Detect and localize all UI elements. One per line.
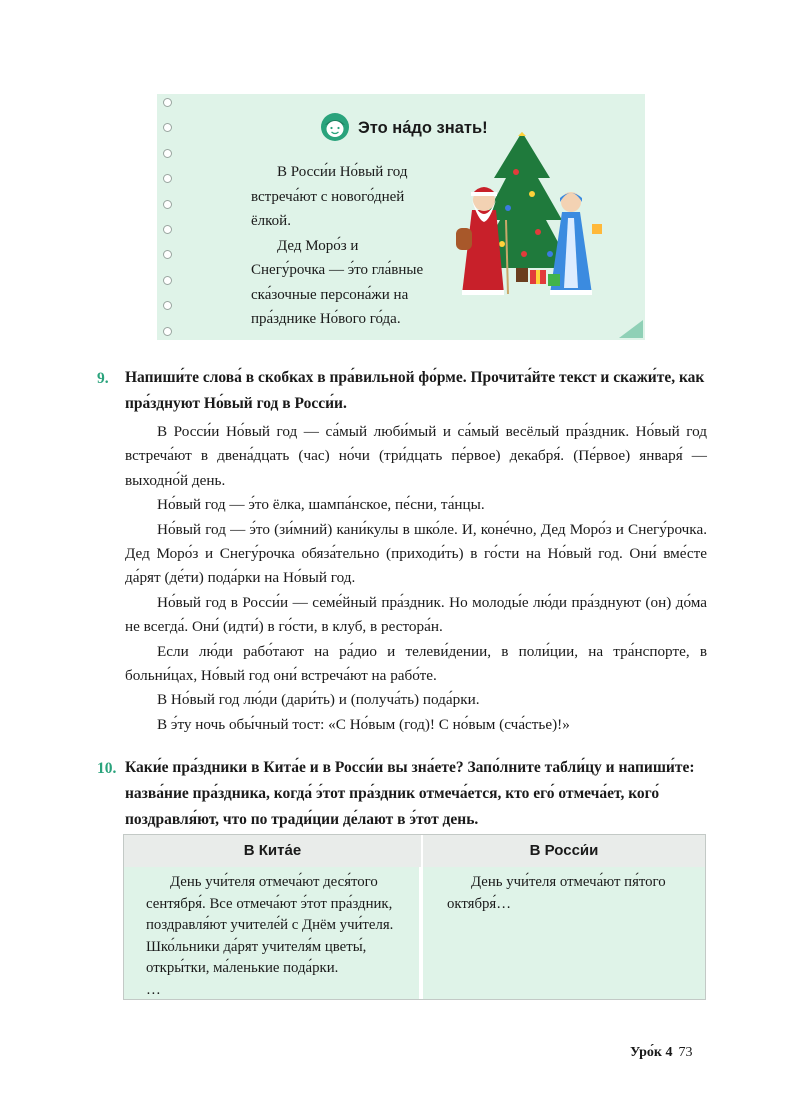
binder-ring: [163, 250, 172, 259]
table-header-china: В Кита́е: [124, 835, 423, 867]
text-paragraph: В Росси́и Но́вый год — са́мый люби́мый и са́мый весёлый пра́здник. Но́вый год встреча́ют в двена́дцать (час) но́чи (три́дцать пе́рвое) декабря́. (Пе́рвое) января́ — выходно́й день.: [125, 423, 707, 489]
binder-ring: [163, 98, 172, 107]
holidays-table: [123, 834, 706, 1000]
table-header-russia: В Росси́и: [423, 835, 705, 867]
text-paragraph: В э́ту ночь обы́чный тост: «С Но́вым (год)! С но́вым (сча́стье)!»: [157, 715, 570, 733]
cell-text: Шко́льники да́рят учителя́м цветы́, откры́тки, ма́ленькие пода́рки.: [146, 938, 367, 977]
binder-ring: [163, 149, 172, 158]
note-paragraph: Дед Моро́з и Снегу́рочка — э́то гла́вные ска́зочные персона́жи на пра́зднике Но́вого го́да.: [251, 237, 424, 327]
page-footer: [630, 1045, 692, 1061]
text-paragraph: Если лю́ди рабо́тают на ра́дио и телеви́дении, в поли́ции, на тра́нспорте, в больни́цах, Но́вый год они́ встреча́ют на рабо́те.: [125, 642, 707, 685]
cell-ellipsis: …: [146, 981, 161, 998]
exercise-number: 10.: [97, 760, 117, 777]
note-body: [251, 160, 431, 332]
table-cell-china: [124, 867, 421, 999]
text-paragraph: Но́вый год в Росси́и — семе́йный пра́здник. Но молоды́е лю́ди пра́зднуют (он) до́ма не всегда́. Они́ (идти́) в го́сти, в клуб, в рестора́н.: [125, 593, 707, 636]
binder-rings: [163, 98, 172, 352]
exercise-number: 9.: [97, 370, 109, 387]
text-paragraph: Но́вый год — э́то ёлка, шампа́нское, пе́сни, та́нцы.: [157, 496, 485, 514]
exercise-text: [125, 420, 707, 737]
binder-ring: [163, 123, 172, 132]
binder-ring: [163, 301, 172, 310]
binder-ring: [163, 225, 172, 234]
table-cell-russia: [423, 867, 705, 999]
note-paragraph: В Росси́и Но́вый год встреча́ют с нового́дней ёлкой.: [251, 164, 408, 229]
exercise-instruction: Напиши́те слова́ в скобках в пра́вильной фо́рме. Прочита́йте текст и скажи́те, как пра́зднуют Но́вый год в Росси́и.: [125, 369, 705, 412]
smiley-face-icon: [320, 112, 350, 147]
binder-ring: [163, 276, 172, 285]
page-number: 73: [678, 1045, 693, 1060]
note-title: Это на́до знать!: [358, 119, 488, 137]
cell-text: День учи́теля отмеча́ют пя́того октября́…: [447, 874, 666, 912]
lesson-label: Уро́к 4: [630, 1045, 673, 1060]
binder-ring: [163, 327, 172, 336]
page-fold-corner: [619, 320, 643, 338]
exercise-instruction: Каки́е пра́здники в Кита́е и в Росси́и вы зна́ете? Запо́лните табли́цу и напиши́те: назва́ние пра́здника, когда́ э́тот пра́здник отмеча́ется, кто его́ отмеча́ет, кого́ поздравля́ют, что по тради́ции де́лают в э́тот день.: [125, 759, 695, 828]
christmas-tree-illustration: [450, 128, 610, 305]
text-paragraph: В Но́вый год лю́ди (дари́ть) и (получа́ть) пода́рки.: [157, 691, 480, 709]
text-paragraph: Но́вый год — э́то (зи́мний) кани́кулы в шко́ле. И, коне́чно, Дед Моро́з и Снегу́рочка. Дед Моро́з и Снегу́рочка обяза́тельно (приходи́ть) в го́сти на Но́вый год. Они́ вме́сте да́рят (де́ти) пода́рки на Но́вый год.: [125, 520, 707, 587]
binder-ring: [163, 200, 172, 209]
binder-ring: [163, 174, 172, 183]
cell-text: День учи́теля отмеча́ют деся́того сентября́. Все отмеча́ют э́тот пра́здник, поздравля́ют учителе́й с Днём учи́теля.: [146, 874, 394, 934]
